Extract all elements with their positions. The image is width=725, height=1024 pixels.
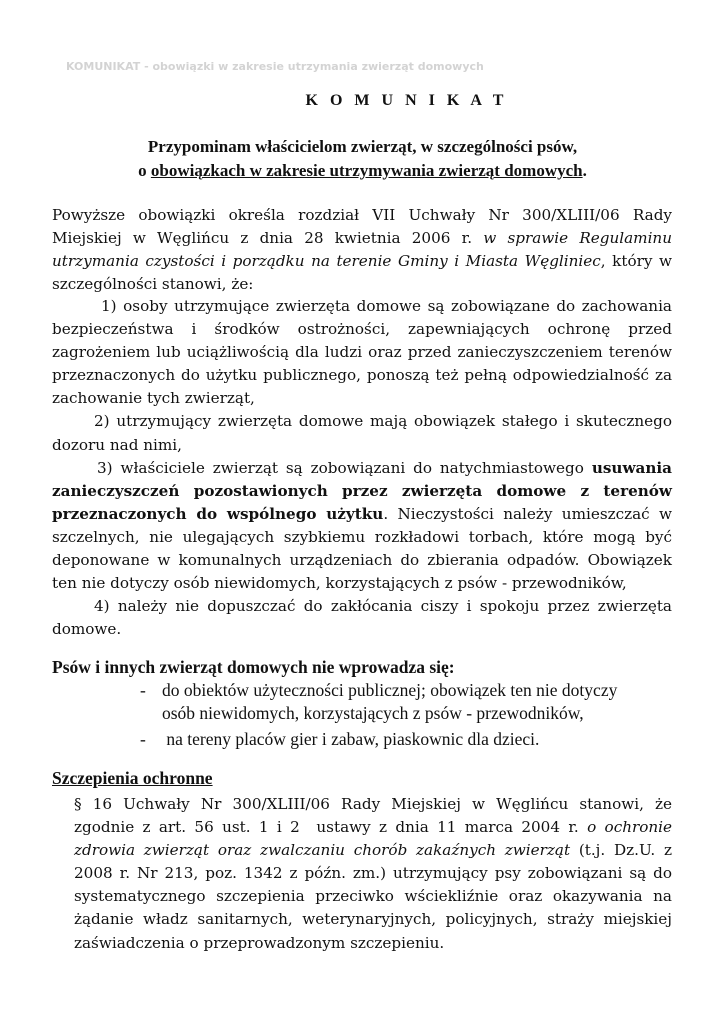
vaccination-line: systematycznego szczepienia przeciwko wściekliźnie oraz okazywania na — [74, 887, 672, 906]
vaccination-text: zgodnie z art. 56 ust. 1 i 2 ustawy z dnia 11 marca 2004 r. — [74, 818, 579, 837]
intro-paragraph — [52, 204, 672, 296]
intro-italic: utrzymania czystości i porządku na terenie Gminy i Miasta Węgliniec — [52, 252, 601, 271]
subtitle-line-2 — [0, 159, 725, 183]
item-3-bold: zanieczyszczeń pozostawionych przez zwierzęta domowe z terenów — [52, 481, 672, 500]
item-4-line: domowe. — [52, 620, 122, 639]
item-3-line — [52, 457, 672, 480]
list-item-text: na tereny placów gier i zabaw, piaskownic dla dzieci. — [162, 729, 540, 749]
vaccination-line: § 16 Uchwały Nr 300/XLIII/06 Rady Miejskiej w Węglińcu stanowi, że — [74, 795, 672, 813]
item-3-text: . Nieczystości należy umieszczać w — [383, 504, 672, 523]
subtitle-line-1: Przypominam właścicielom zwierząt, w szczególności psów, — [147, 137, 578, 156]
item-3-line — [52, 503, 672, 526]
vaccination-italic: o ochronie — [587, 818, 673, 837]
item-3-text: 3) właściciele zwierząt są zobowiązani do natychmiastowego — [97, 458, 584, 477]
vaccination-line — [74, 839, 672, 862]
item-2-line: 2) utrzymujący zwierzęta domowe mają obowiązek stałego i skutecznego — [94, 412, 672, 431]
no-entry-list — [140, 679, 680, 751]
dash-bullet: - — [140, 729, 146, 749]
vaccination-line: 2008 r. Nr 213, poz. 1342 z późn. zm.) utrzymujący psy zobowiązani są do — [74, 864, 672, 883]
vaccination-italic: zdrowia zwierząt oraz zwalczaniu chorób zakaźnych zwierząt — [74, 841, 571, 860]
item-3-line: deponowane w komunalnych urządzeniach do zbierania odpadów. Obowiązek — [52, 551, 672, 570]
item-3-line: ten nie dotyczy osób niewidomych, korzystających z psów - przewodników, — [52, 574, 627, 593]
item-3-line — [52, 480, 672, 503]
vaccination-paragraph — [74, 793, 672, 955]
subtitle-underlined: obowiązkach w zakresie utrzymywania zwierząt domowych — [150, 161, 583, 180]
intro-text: , który w — [600, 252, 672, 271]
intro-line — [52, 227, 672, 250]
intro-text: Miejskiej w Węglińcu z dnia 28 kwietnia 2006 r. — [52, 229, 473, 248]
item-1-line: 1) osoby utrzymujące zwierzęta domowe są zobowiązane do zachowania — [101, 297, 672, 315]
item-1-line: bezpieczeństwa i środków ostrożności, zapewniających ochronę przed — [52, 320, 672, 339]
list-item-text: do obiektów użyteczności publicznej; obowiązek ten nie dotyczy — [162, 680, 618, 700]
item-1-line: przeznaczonych do użytku publicznego, ponoszą też pełną odpowiedzialność za — [52, 366, 672, 385]
item-1-line: zachowanie tych zwierząt, — [52, 389, 255, 408]
no-entry-heading: Psów i innych zwierząt domowych nie wprowadza się: — [52, 657, 455, 677]
obligations-list — [52, 295, 672, 641]
item-2-line: dozoru nad nimi, — [52, 435, 182, 454]
vaccination-heading: Szczepienia ochronne — [52, 768, 213, 788]
subtitle-suffix: . — [582, 161, 587, 180]
list-item — [140, 679, 680, 724]
list-item — [140, 728, 680, 751]
list-item-text: osób niewidomych, korzystających z psów - przewodników, — [162, 702, 584, 723]
item-3-bold: usuwania — [591, 458, 673, 477]
subtitle-prefix: o — [138, 161, 151, 180]
item-3-line: szczelnych, nie ulegających szybkiemu rozkładowi torbach, które mogą być — [52, 527, 672, 546]
item-1-line: zagrożeniem lub uciążliwością dla ludzi oraz przed zanieczyszczeniem terenów — [52, 343, 672, 362]
intro-italic: w sprawie Regulaminu — [483, 229, 672, 248]
intro-line: szczególności stanowi, że: — [52, 275, 254, 294]
document-subtitle — [0, 135, 725, 183]
intro-line: Powyższe obowiązki określa rozdział VII Uchwały Nr 300/XLIII/06 Rady — [52, 206, 672, 224]
intro-line — [52, 250, 672, 273]
dash-bullet: - — [140, 680, 146, 700]
running-header: KOMUNIKAT - obowiązki w zakresie utrzymania zwierząt domowych — [66, 60, 484, 73]
item-3-bold: przeznaczonych do wspólnego użytku — [52, 504, 384, 523]
document-title: K O M U N I K A T — [305, 92, 508, 109]
vaccination-line — [74, 816, 672, 839]
vaccination-line: żądanie władz sanitarnych, weterynaryjnych, policyjnych, straży miejskiej — [74, 910, 672, 929]
item-4-line: 4) należy nie dopuszczać do zakłócania ciszy i spokoju przez zwierzęta — [94, 597, 672, 616]
vaccination-text: (t.j. Dz.U. z — [570, 841, 672, 860]
vaccination-line: zaświadczenia o przeprowadzonym szczepieniu. — [74, 933, 445, 952]
